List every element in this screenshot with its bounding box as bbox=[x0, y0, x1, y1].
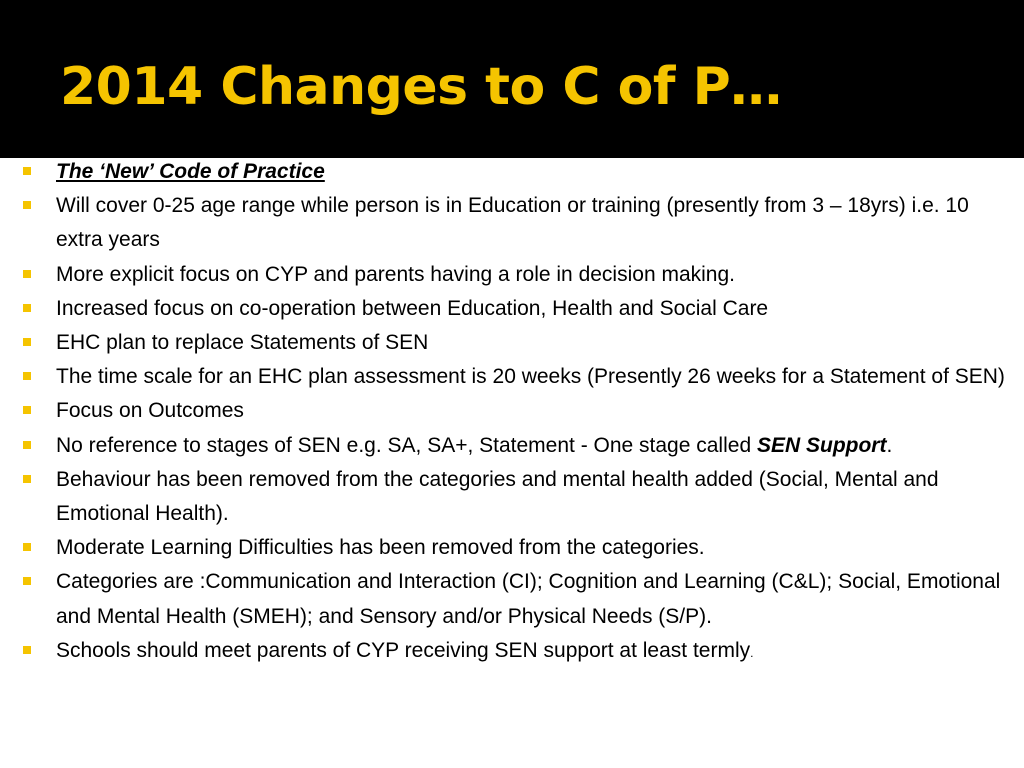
bullet-text: The time scale for an EHC plan assessment is 20 weeks (Presently 26 weeks for a Statement of SEN) bbox=[56, 365, 1005, 389]
bullet-mld-removed bbox=[0, 531, 1024, 565]
square-bullet-icon bbox=[23, 646, 31, 654]
slide-title: 2014 Changes to C of P… bbox=[60, 57, 782, 117]
bullet-list bbox=[0, 155, 1024, 670]
square-bullet-icon bbox=[23, 372, 31, 380]
bullet-text: Behaviour has been removed from the categories and mental health added (Social, Mental and Emotional Health). bbox=[56, 467, 939, 526]
bullet-new-code-of-practice bbox=[0, 155, 1024, 189]
bullet-stages-of-sen bbox=[0, 429, 1024, 463]
square-bullet-icon bbox=[23, 441, 31, 449]
bullet-text: Increased focus on co-operation between Education, Health and Social Care bbox=[56, 296, 769, 320]
bullet-time-scale bbox=[0, 360, 1024, 394]
bullet-outcomes bbox=[0, 394, 1024, 428]
bullet-text: The ‘New’ Code of Practice bbox=[56, 160, 325, 183]
square-bullet-icon bbox=[23, 577, 31, 585]
bullet-ehc-plan bbox=[0, 326, 1024, 360]
bullet-text: EHC plan to replace Statements of SEN bbox=[56, 331, 429, 355]
bullet-emphasis: SEN Support bbox=[756, 433, 887, 457]
square-bullet-icon bbox=[23, 543, 31, 551]
bullet-parents-role bbox=[0, 258, 1024, 292]
bullet-categories bbox=[0, 565, 1024, 633]
bullet-text: Schools should meet parents of CYP receiving SEN support at least termly bbox=[56, 638, 751, 662]
square-bullet-icon bbox=[23, 201, 31, 209]
square-bullet-icon bbox=[23, 304, 31, 312]
square-bullet-icon bbox=[23, 406, 31, 414]
bullet-meet-parents bbox=[0, 634, 1024, 670]
bullet-text: Moderate Learning Difficulties has been removed from the categories. bbox=[56, 536, 705, 560]
square-bullet-icon bbox=[23, 167, 31, 175]
bullet-behaviour bbox=[0, 463, 1024, 531]
bullet-co-operation bbox=[0, 292, 1024, 326]
bullet-age-range bbox=[0, 189, 1024, 257]
title-bar bbox=[0, 0, 1024, 158]
bullet-text: More explicit focus on CYP and parents having a role in decision making. bbox=[56, 262, 735, 286]
square-bullet-icon bbox=[23, 475, 31, 483]
bullet-text: No reference to stages of SEN e.g. SA, SA+, Statement - One stage called bbox=[56, 433, 757, 457]
bullet-text: Will cover 0-25 age range while person is in Education or training (presently from 3 – 18yrs) i.e. 10 extra years bbox=[56, 194, 969, 252]
bullet-text: Focus on Outcomes bbox=[56, 399, 244, 423]
square-bullet-icon bbox=[23, 338, 31, 346]
bullet-suffix: . bbox=[886, 433, 893, 457]
bullet-suffix: . bbox=[750, 645, 754, 660]
bullet-text: Categories are :Communication and Interaction (CI); Cognition and Learning (C&L); Social, Emotional and Mental Health (SMEH); and Sensory and/or Physical Needs (S/P). bbox=[56, 570, 1001, 628]
square-bullet-icon bbox=[23, 270, 31, 278]
